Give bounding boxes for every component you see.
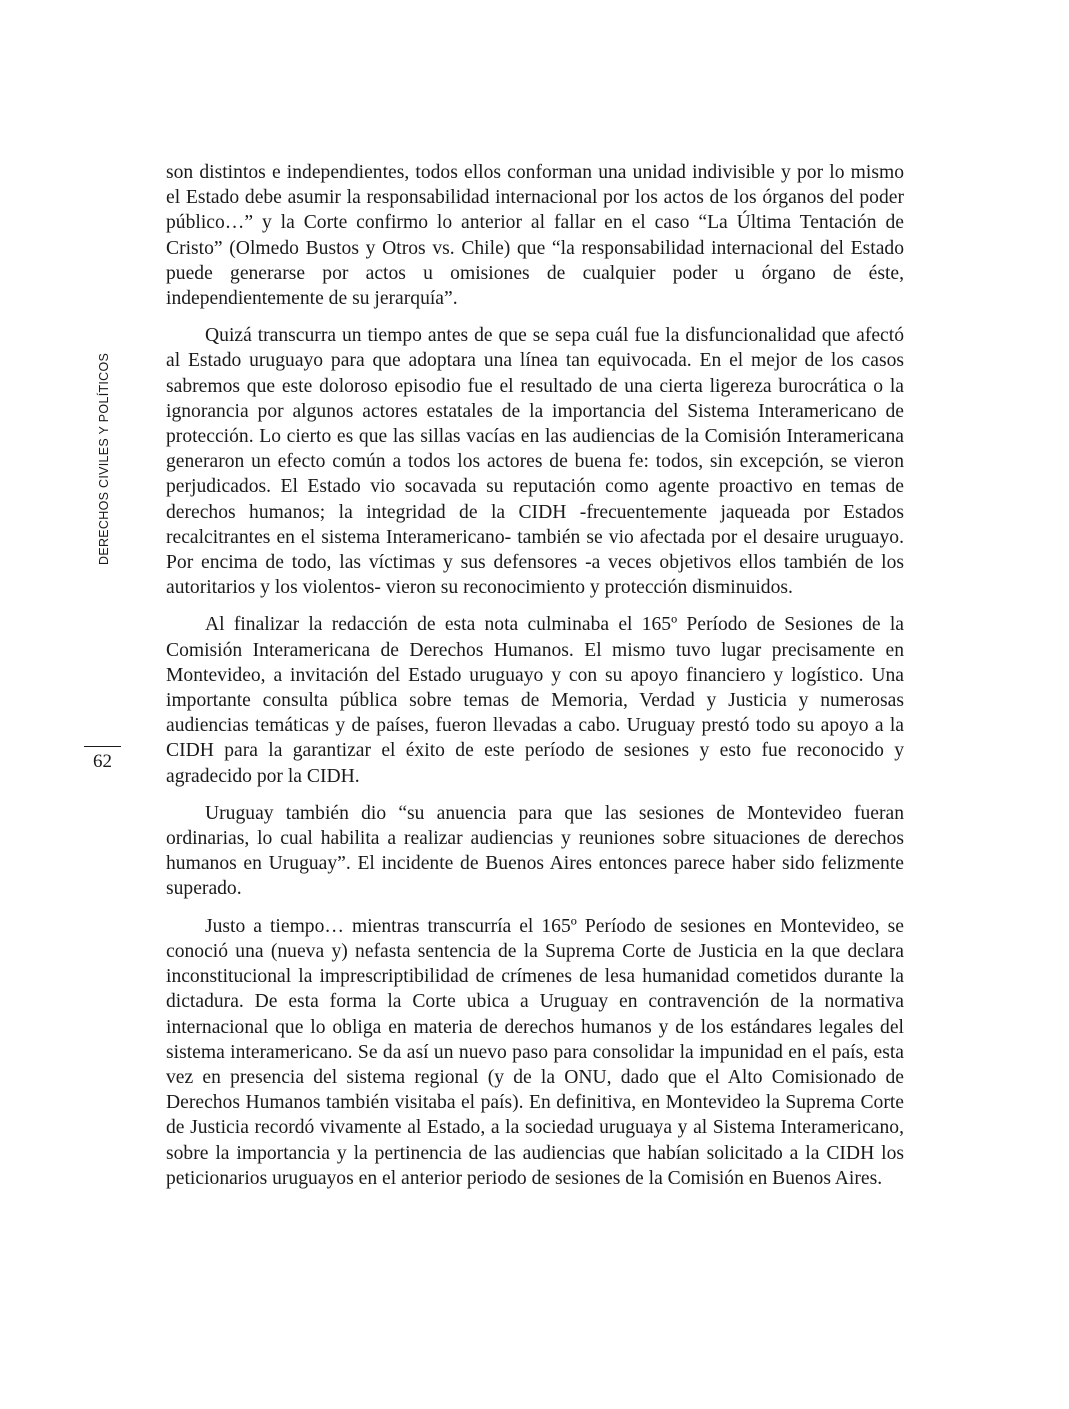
paragraph-disfuncionalidad: Quizá transcurra un tiempo antes de que se sepa cuál fue la disfuncionalidad que afectó al Estado uruguayo para que adoptara una línea tan equivocada. En el mejor de los casos sabremos que este doloroso episodio fue el resultado de una cierta ligereza burocrática o la ignorancia por algunos actores estatales de la importancia del Sistema Interamericano de protección. Lo cierto es que las sillas vacías en las audiencias de la Comisión Interamericana generaron un efecto común a todos los actores de buena fe: todos, sin excepción, se vieron perjudicados. El Estado vio socavada su reputación como agente proactivo en temas de derechos humanos; la integridad de la CIDH -frecuentemente jaqueada por Estados recalcitrantes en el sistema Interamericano- también se vio afectada por el desaire uruguayo. Por encima de todo, las víctimas y sus defensores -a veces objetivos ellos también de los autoritarios y los violentos- vieron su reconocimiento y protección disminuidos. bbox=[166, 325, 904, 599]
paragraph-justo-a-tiempo: Justo a tiempo… mientras transcurría el 165º Período de sesiones en Montevideo, se conoció una (nueva y) nefasta sentencia de la Suprema Corte de Justicia en la que declara inconstitucional la imprescriptibilidad de crímenes de lesa humanidad cometidos durante la dictadura. De esta forma la Corte ubica a Uruguay en contravención de la normativa internacional que lo obliga en materia de derechos humanos y de los estándares legales del sistema interamericano. Se da así un nuevo paso para consolidar la impunidad en el país, esta vez en presencia del sistema regional (y de la ONU, dado que el Alto Comisionado de Derechos Humanos también visitaba el país). En definitiva, en Montevideo la Suprema Corte de Justicia recordó vivamente al Estado, a la sociedad uruguaya y al Sistema Interamericano, sobre la importancia y la pertinencia de las audiencias que habían solicitado a la CIDH los peticionarios uruguayos en el anterior periodo de sesiones de la Comisión en Buenos Aires. bbox=[166, 915, 904, 1189]
paragraph-165-periodo: Al finalizar la redacción de esta nota culminaba el 165º Período de Sesiones de la Comisión Interamericana de Derechos Humanos. El mismo tuvo lugar precisamente en Montevideo, a invitación del Estado uruguayo y con su apoyo financiero y logístico. Una importante consulta pública sobre temas de Memoria, Verdad y Justicia y numerosas audiencias temáticas y de países, fueron llevadas a cabo. Uruguay prestó todo su apoyo a la CIDH para la garantizar el éxito de este período de sesiones y esto fue reconocido y agradecido por la CIDH. bbox=[166, 614, 904, 787]
body-text bbox=[166, 160, 904, 1203]
page-number: 62 bbox=[93, 751, 112, 772]
paragraph-anuencia: Uruguay también dio “su anuencia para que las sesiones de Montevideo fueran ordinarias, lo cual habilita a realizar audiencias y reuniones sobre situaciones de derechos humanos en Uruguay”. El incidente de Buenos Aires entonces parece haber sido felizmente superado. bbox=[166, 802, 904, 900]
page-number-rule bbox=[84, 746, 121, 747]
paragraph-continued: son distintos e independientes, todos ellos conforman una unidad indivisible y por lo mismo el Estado debe asumir la responsabilidad internacional por los actos de los órganos del poder público…” y la Corte confirmo lo anterior al fallar en el caso “La Última Tentación de Cristo” (Olmedo Bustos y Otros vs. Chile) que “la responsabilidad internacional del Estado puede generarse por actos u omisiones de cualquier poder u órgano de éste, independientemente de su jerarquía”. bbox=[166, 162, 904, 310]
running-head: DERECHOS CIVILES Y POLÍTICOS bbox=[97, 352, 111, 565]
